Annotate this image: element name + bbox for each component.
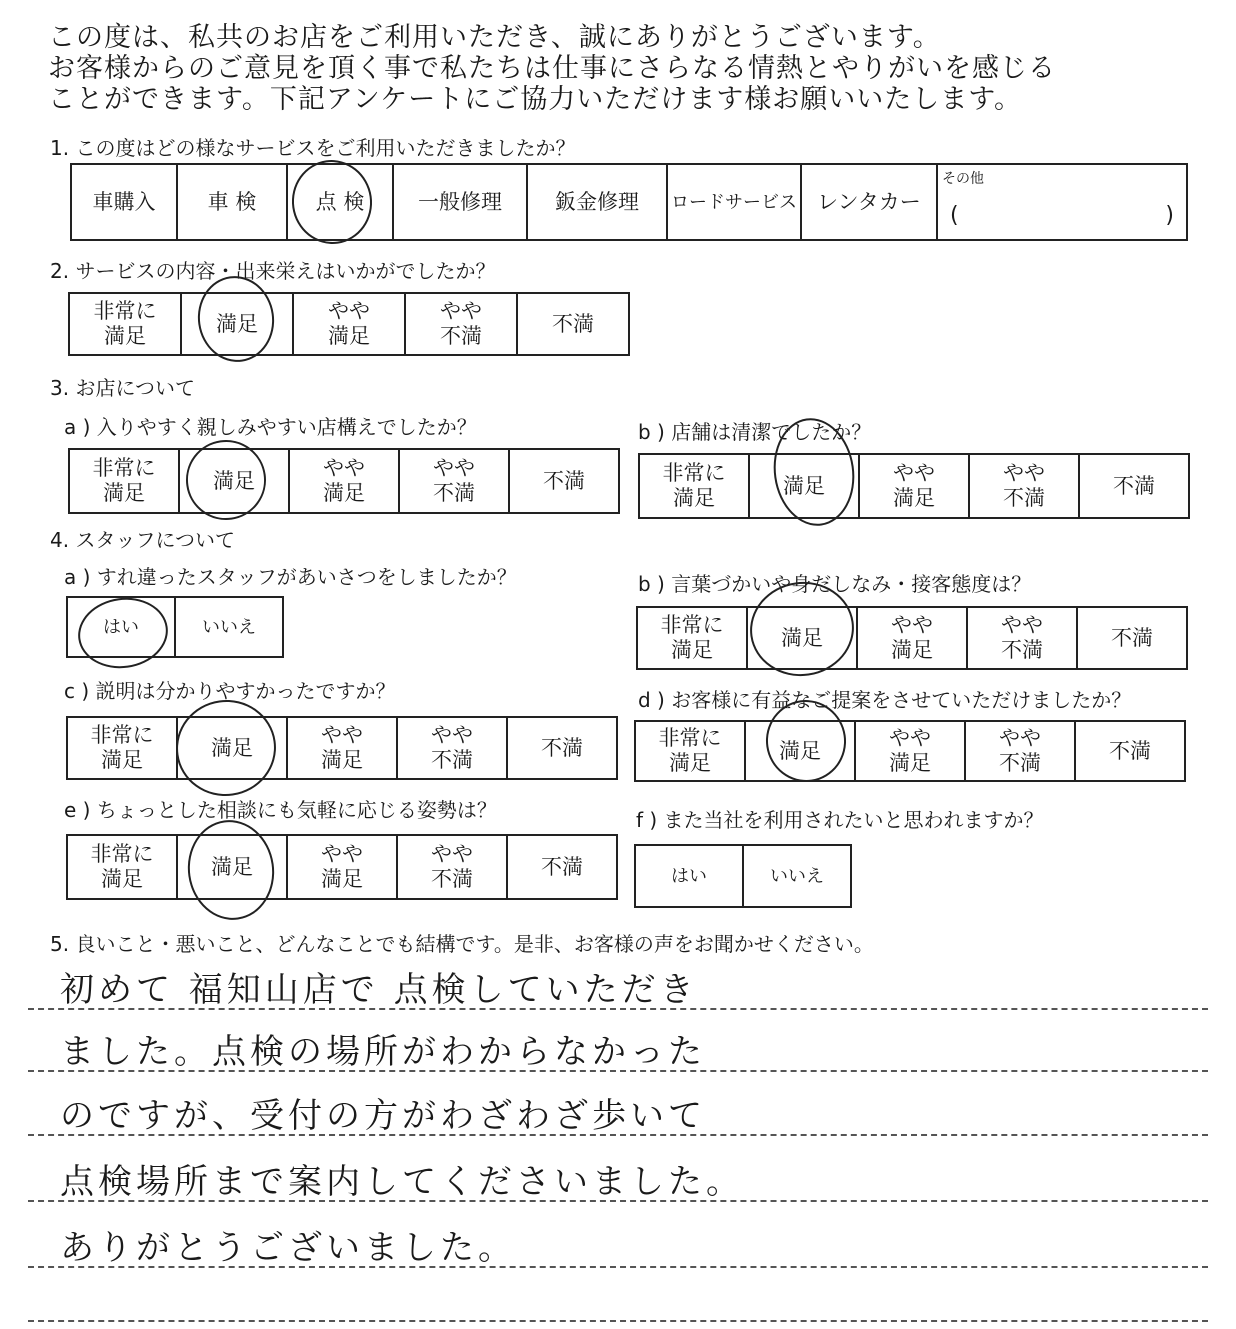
q4b-options <box>636 606 1188 670</box>
handwritten-line-5: ありがとうございました。 <box>60 1228 516 1268</box>
option-very-satisfied[interactable]: 非常に 満足 <box>69 293 181 355</box>
option-no[interactable]: いいえ <box>175 597 283 657</box>
q4e-title: e ) ちょっとした相談にも気軽に応じる姿勢は？ <box>64 798 497 822</box>
q4c-options <box>66 716 618 780</box>
option-yes[interactable]: はい <box>635 845 743 907</box>
q1-option-general-repair[interactable]: 一般修理 <box>393 164 527 240</box>
intro-line-3: ことができます。下記アンケートにご協力いただけます様お願いいたします。 <box>48 84 1023 115</box>
option-very-satisfied[interactable]: 非常に 満足 <box>635 721 745 781</box>
q2-options <box>68 292 630 356</box>
option-satisfied[interactable]: 満足 <box>747 607 857 669</box>
q3a-options <box>68 448 620 514</box>
option-somewhat-dissatisfied[interactable]: やや 不満 <box>397 717 507 779</box>
handwritten-line-3: のですが、受付の方がわざわざ歩いて <box>60 1096 706 1136</box>
option-dissatisfied[interactable]: 不満 <box>517 293 629 355</box>
intro-line-1: この度は、私共のお店をご利用いただき、誠にありがとうございます。 <box>48 22 941 53</box>
q1-option-body-repair[interactable]: 鈑金修理 <box>527 164 667 240</box>
handwritten-line-2: ました。点検の場所がわからなかった <box>60 1032 706 1072</box>
option-somewhat-satisfied[interactable]: やや 満足 <box>857 607 967 669</box>
q1-option-shaken[interactable]: 車 検 <box>177 164 287 240</box>
option-somewhat-dissatisfied[interactable]: やや 不満 <box>969 454 1079 518</box>
option-no[interactable]: いいえ <box>743 845 851 907</box>
handwritten-line-4: 点検場所まで案内してくださいました。 <box>60 1162 744 1202</box>
option-very-satisfied[interactable]: 非常に 満足 <box>67 835 177 899</box>
option-somewhat-dissatisfied[interactable]: やや 不満 <box>965 721 1075 781</box>
option-somewhat-dissatisfied[interactable]: やや 不満 <box>967 607 1077 669</box>
other-label: その他 <box>942 171 984 187</box>
option-somewhat-satisfied[interactable]: やや 満足 <box>859 454 969 518</box>
option-very-satisfied[interactable]: 非常に 満足 <box>637 607 747 669</box>
option-dissatisfied[interactable]: 不満 <box>1077 607 1187 669</box>
q5-title: 5. 良いこと・悪いこと、どんなことでも結構です。是非、お客様の声をお聞かせください。 <box>50 932 874 956</box>
q3a-title: a ) 入りやすく親しみやすい店構えでしたか？ <box>64 415 477 439</box>
option-dissatisfied[interactable]: 不満 <box>1075 721 1185 781</box>
q4f-options <box>634 844 852 908</box>
q4a-title: a ) すれ違ったスタッフがあいさつをしましたか？ <box>64 565 517 589</box>
q1-option-car-purchase[interactable]: 車購入 <box>71 164 177 240</box>
q1-option-inspection[interactable]: 点 検 <box>287 164 393 240</box>
q4-title: 4. スタッフについて <box>50 528 236 552</box>
q1-option-road-service[interactable]: ロードサービス <box>667 164 801 240</box>
q1-option-rental[interactable]: レンタカー <box>801 164 937 240</box>
option-dissatisfied[interactable]: 不満 <box>507 835 617 899</box>
q3b-options <box>638 453 1190 519</box>
intro-line-2: お客様からのご意見を頂く事で私たちは仕事にさらなる情熱とやりがいを感じる <box>48 53 1056 84</box>
option-somewhat-satisfied[interactable]: やや 満足 <box>287 835 397 899</box>
option-somewhat-dissatisfied[interactable]: やや 不満 <box>399 449 509 513</box>
q4c-title: c ) 説明は分かりやすかったですか？ <box>64 679 396 703</box>
q4b-title: b ) 言葉づかいや身だしなみ・接客態度は？ <box>638 572 1032 596</box>
option-satisfied[interactable]: 満足 <box>181 293 293 355</box>
option-somewhat-satisfied[interactable]: やや 満足 <box>855 721 965 781</box>
option-dissatisfied[interactable]: 不満 <box>1079 454 1189 518</box>
option-dissatisfied[interactable]: 不満 <box>507 717 617 779</box>
intro-text <box>48 22 1228 115</box>
option-somewhat-satisfied[interactable]: やや 満足 <box>289 449 399 513</box>
q1-option-other[interactable] <box>937 164 1187 240</box>
option-satisfied[interactable]: 満足 <box>177 835 287 899</box>
option-satisfied[interactable]: 満足 <box>179 449 289 513</box>
q4e-options <box>66 834 618 900</box>
q4d-title: d ) お客様に有益なご提案をさせていただけましたか？ <box>638 688 1132 712</box>
option-very-satisfied[interactable]: 非常に 満足 <box>69 449 179 513</box>
option-somewhat-satisfied[interactable]: やや 満足 <box>287 717 397 779</box>
q2-title: 2. サービスの内容・出来栄えはいかがでしたか？ <box>50 259 496 283</box>
option-dissatisfied[interactable]: 不満 <box>509 449 619 513</box>
option-satisfied[interactable]: 満足 <box>177 717 287 779</box>
option-satisfied[interactable]: 満足 <box>745 721 855 781</box>
q3b-title: b ) 店舗は清潔でしたか？ <box>638 420 872 444</box>
handwritten-line-1: 初めて 福知山店で 点検していただき <box>60 970 698 1010</box>
option-very-satisfied[interactable]: 非常に 満足 <box>639 454 749 518</box>
other-open-paren: ( <box>950 203 959 228</box>
q4a-options <box>66 596 284 658</box>
option-yes[interactable]: はい <box>67 597 175 657</box>
q1-options <box>70 163 1188 241</box>
option-somewhat-dissatisfied[interactable]: やや 不満 <box>405 293 517 355</box>
option-very-satisfied[interactable]: 非常に 満足 <box>67 717 177 779</box>
answer-line-6 <box>28 1320 1208 1322</box>
q4f-title: f ) また当社を利用されたいと思われますか？ <box>636 808 1044 832</box>
q4d-options <box>634 720 1186 782</box>
other-close-paren: ) <box>1165 203 1174 228</box>
q1-title: 1. この度はどの様なサービスをご利用いただきましたか？ <box>50 136 576 160</box>
option-satisfied[interactable]: 満足 <box>749 454 859 518</box>
q3-title: 3. お店について <box>50 376 196 400</box>
option-somewhat-satisfied[interactable]: やや 満足 <box>293 293 405 355</box>
option-somewhat-dissatisfied[interactable]: やや 不満 <box>397 835 507 899</box>
